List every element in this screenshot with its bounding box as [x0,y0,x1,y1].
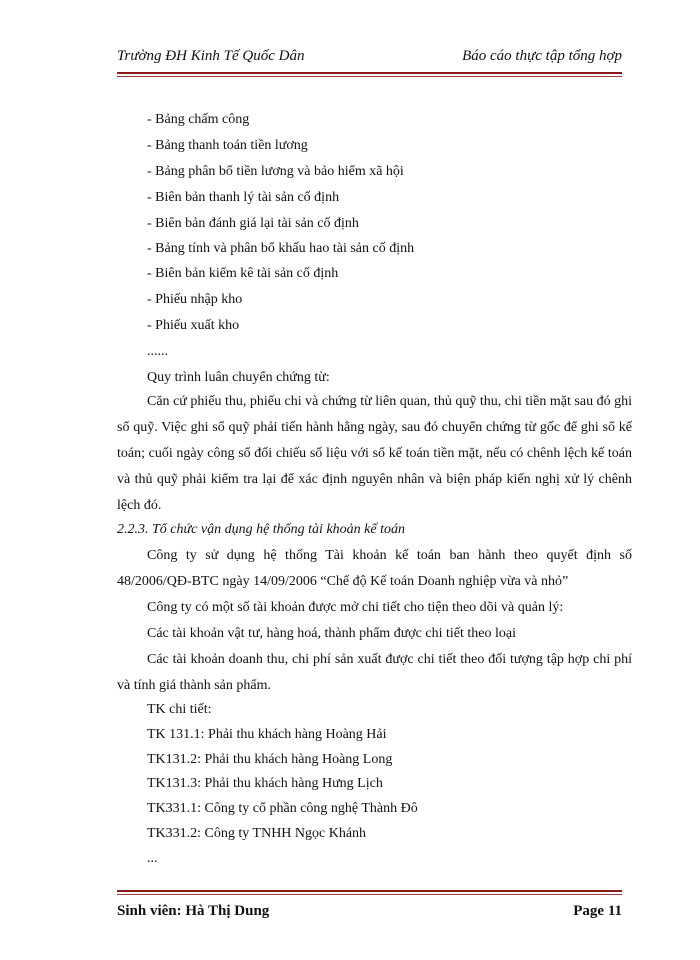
header-rule-thick [117,72,622,74]
section-paragraph: Công ty sử dụng hệ thống Tài khoản kế toán ban hành theo quyết định số 48/2006/QĐ-BTC ngày 14/09/2006 “Chế độ Kế toán Doanh nghiệp vừa và nhỏ” [117,548,632,589]
process-title: Quy trình luân chuyển chứng từ: [147,370,330,385]
header-report-title: Báo cáo thực tập tổng hợp [462,48,622,64]
footer-rule-thick [117,890,622,892]
tk-ellipsis: ... [147,851,158,866]
list-item: - Biên bản kiểm kê tài sản cố định [147,266,339,281]
detail-line: Công ty có một số tài khoản được mở chi tiết cho tiện theo dõi và quản lý: [147,600,564,615]
tk-item: TK 131.1: Phải thu khách hàng Hoàng Hải [147,727,387,742]
list-item: - Bảng thanh toán tiền lương [147,138,308,153]
tk-item: TK331.2: Công ty TNHH Ngọc Khánh [147,826,367,841]
section-heading: 2.2.3. Tổ chức vận dụng hệ thống tài khoản kế toán [117,522,405,537]
header-rule-thin [117,76,622,77]
footer-page-number: Page 11 [573,903,622,919]
footer-rule-thin [117,894,622,895]
list-item: - Phiếu xuất kho [147,318,240,333]
list-ellipsis: ...... [147,344,168,359]
header-university: Trường ĐH Kinh Tế Quốc Dân [117,48,305,64]
tk-item: TK131.2: Phải thu khách hàng Hoàng Long [147,752,393,767]
list-item: - Biên bản đánh giá lại tài sản cố định [147,216,359,231]
list-item: - Bảng tính và phân bổ khấu hao tài sản cố định [147,241,415,256]
list-item: - Biên bản thanh lý tài sản cố định [147,190,340,205]
list-item: - Bảng phân bổ tiền lương và bảo hiểm xã hội [147,164,404,179]
detail-line: Các tài khoản vật tư, hàng hoá, thành phẩm được chi tiết theo loại [147,626,516,641]
tk-item: TK331.1: Công ty cổ phần công nghệ Thành Đô [147,801,418,816]
footer-student-name: Sinh viên: Hà Thị Dung [117,903,270,919]
tk-title: TK chi tiết: [147,702,212,717]
tk-item: TK131.3: Phải thu khách hàng Hưng Lịch [147,776,383,791]
process-paragraph: Căn cứ phiếu thu, phiếu chi và chứng từ liên quan, thủ quỹ thu, chi tiền mặt sau đó ghi sổ quỹ. Việc ghi sổ quỹ phải tiến hành hằng ngày, sau đó chuyển chứng từ gốc để ghi sổ kế toán; cuối ngày công sổ đối chiếu số liệu với sổ kế toán tiền mặt, nếu có chênh lệch kế toán và thủ quỹ phải kiểm tra lại để xác định nguyên nhân và biện pháp kiến nghị xử lý chênh lệch đó. [117,394,632,513]
list-item: - Bảng chấm công [147,112,250,127]
page-header [117,48,622,70]
list-item: - Phiếu nhập kho [147,292,243,307]
detail-paragraph: Các tài khoản doanh thu, chi phí sản xuất được chi tiết theo đối tượng tập hợp chi phí và tính giá thành sản phẩm. [117,652,632,693]
